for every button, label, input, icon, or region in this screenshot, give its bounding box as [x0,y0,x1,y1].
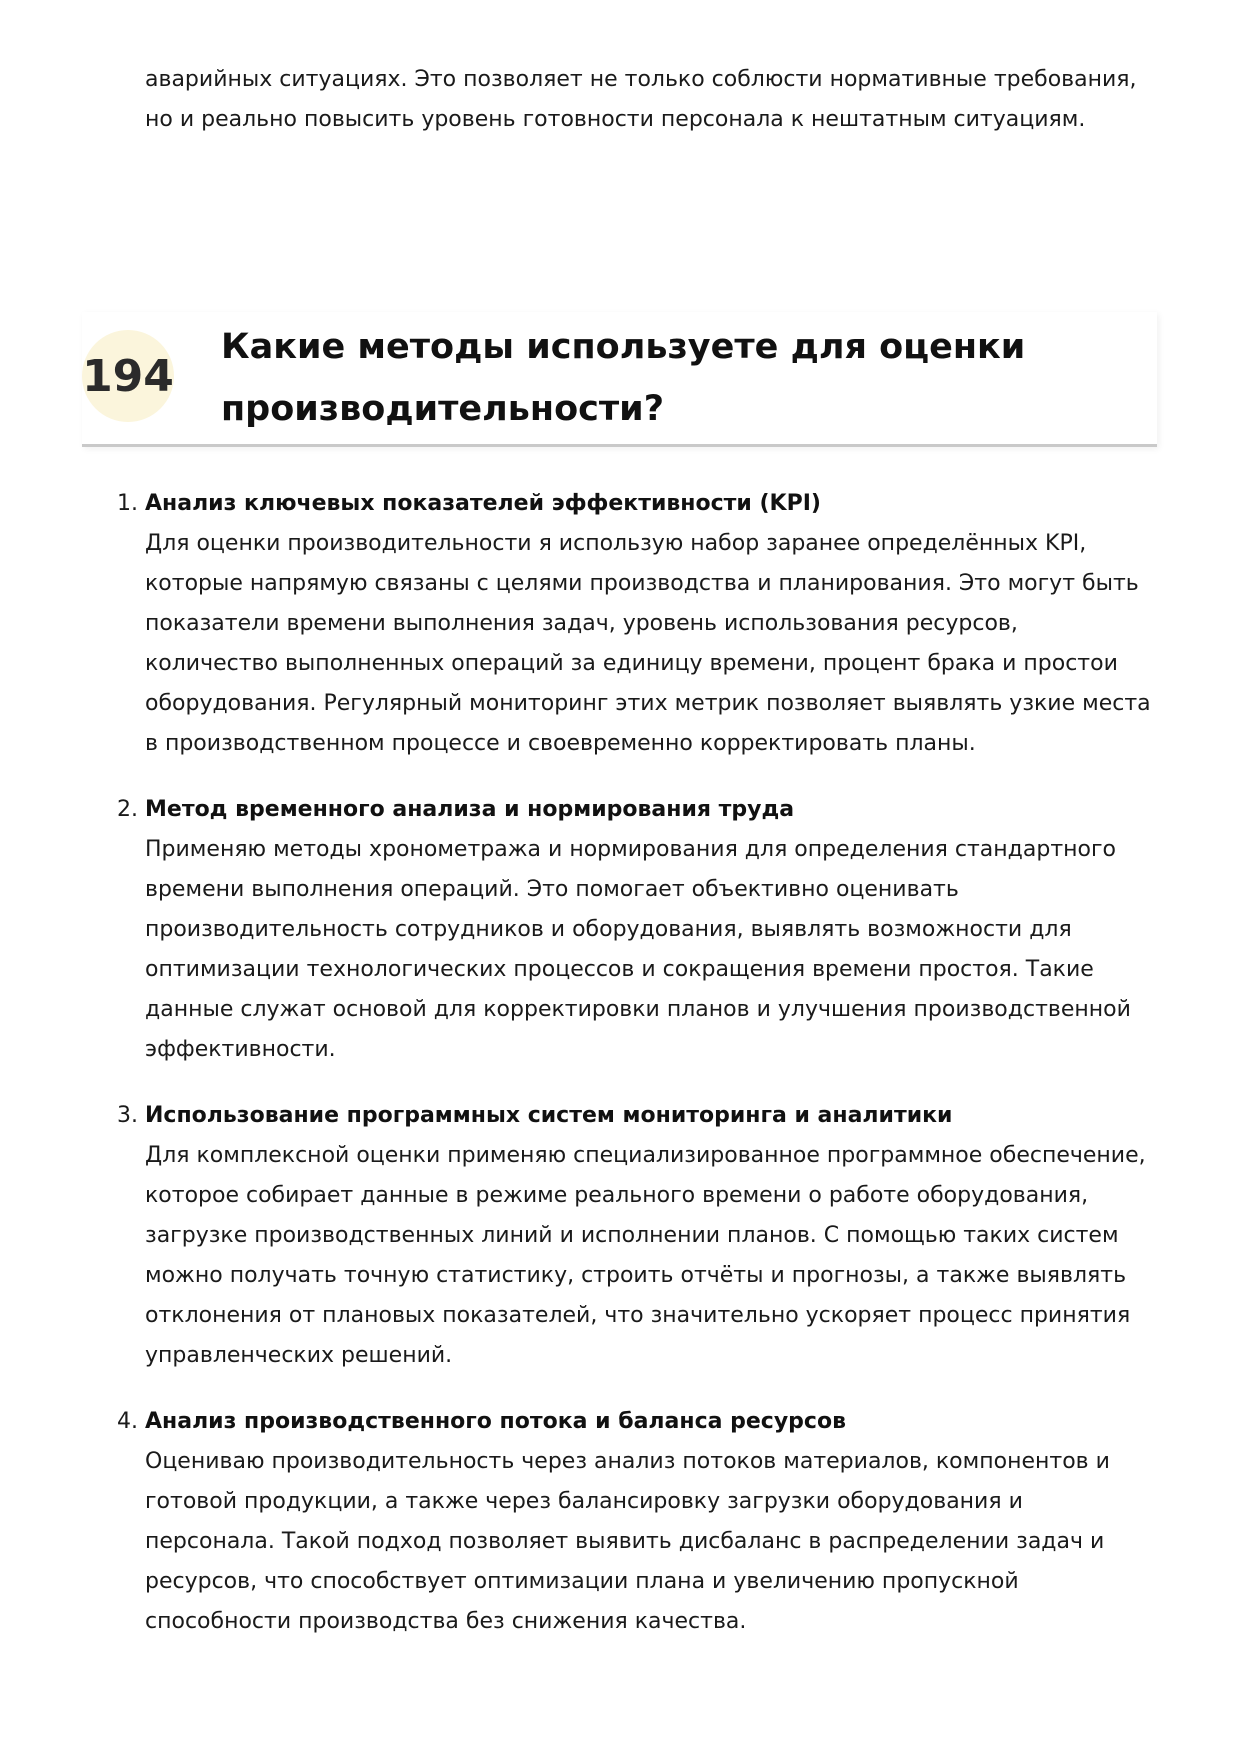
answer-item-title: Анализ производственного потока и баланса ресурсов [145,1409,847,1434]
answer-item [117,1096,1157,1376]
answer-item-number: 1. [117,491,138,516]
answer-item-title: Анализ ключевых показателей эффективности (KPI) [145,491,821,516]
question-number-badge: 194 [82,330,174,422]
answer-item-number: 4. [117,1409,138,1434]
answer-item-body: Применяю методы хронометража и нормирования для определения стандартного времени выполнения операций. Это помогает объективно оценивать производительность сотрудников и оборудования, выявлять возможности для оптимизации технологических процессов и сокращения времени простоя. Такие данные служат основой для корректировки планов и улучшения производственной эффективности. [145,837,1131,1062]
answer-item [117,790,1157,1070]
answer-list [117,484,1157,1668]
question-title: Какие методы используете для оценки производительности? [221,327,1026,429]
question-header [82,312,1157,447]
answer-item-title: Метод временного анализа и нормирования труда [145,797,795,822]
answer-item-number: 2. [117,797,138,822]
answer-item-body: Для оценки производительности я использую набор заранее определённых KPI, которые напрямую связаны с целями производства и планирования. Это могут быть показатели времени выполнения задач, уровень использования ресурсов, количество выполненных операций за единицу времени, процент брака и простои оборудования. Регулярный мониторинг этих метрик позволяет выявлять узкие места в производственном процессе и своевременно корректировать планы. [145,531,1151,756]
intro-paragraph: аварийных ситуациях. Это позволяет не только соблюсти нормативные требования, но и реально повысить уровень готовности персонала к нештатным ситуациям. [145,67,1137,132]
answer-item [117,484,1157,764]
answer-item-number: 3. [117,1103,138,1128]
answer-item-body: Оцениваю производительность через анализ потоков материалов, компонентов и готовой продукции, а также через балансировку загрузки оборудования и персонала. Такой подход позволяет выявить дисбаланс в распределении задач и ресурсов, что способствует оптимизации плана и увеличению пропускной способности производства без снижения качества. [145,1449,1110,1634]
answer-item [117,1402,1157,1642]
answer-item-title: Использование программных систем мониторинга и аналитики [145,1103,953,1128]
answer-item-body: Для комплексной оценки применяю специализированное программное обеспечение, которое собирает данные в режиме реального времени о работе оборудования, загрузке производственных линий и исполнении планов. С помощью таких систем можно получать точную статистику, строить отчёты и прогнозы, а также выявлять отклонения от плановых показателей, что значительно ускоряет процесс принятия управленческих решений. [145,1143,1146,1368]
